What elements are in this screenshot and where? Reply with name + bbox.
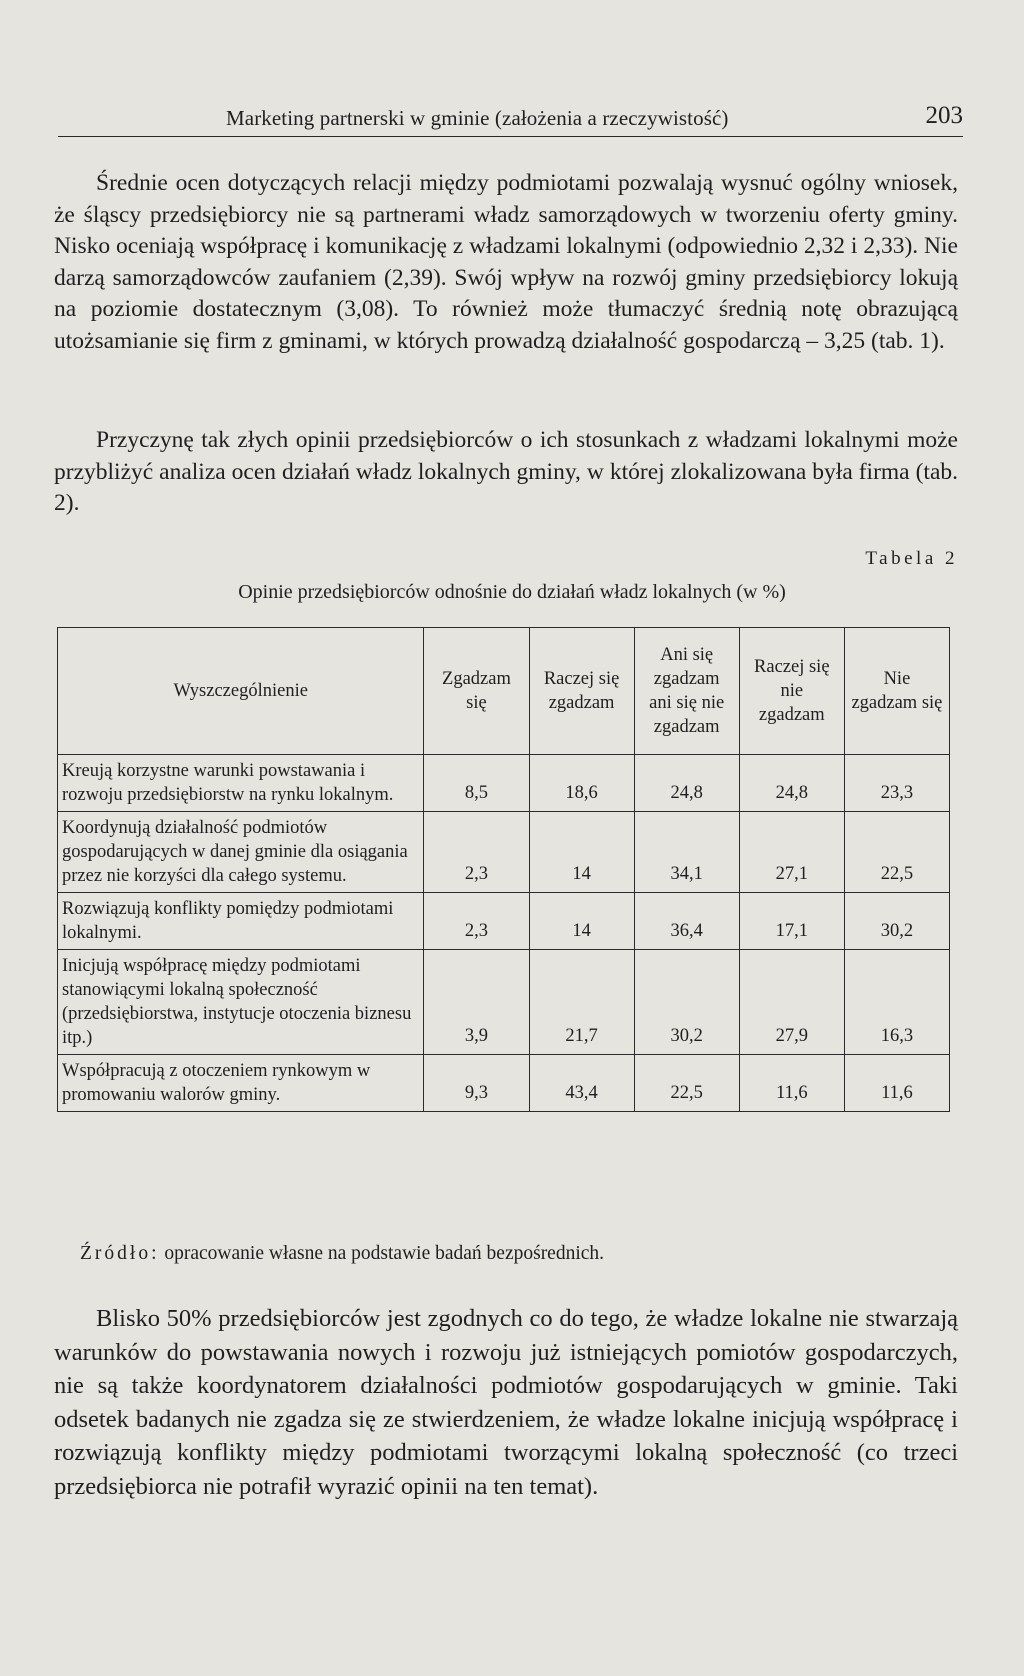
cell-value: 14 xyxy=(529,812,634,893)
header-description: Wyszczególnienie xyxy=(58,628,424,755)
cell-value: 17,1 xyxy=(739,893,844,950)
row-label: Współpracują z otoczeniem rynkowym w promowaniu walorów gminy. xyxy=(58,1055,424,1112)
page-header xyxy=(58,100,963,137)
row-label: Koordynują działalność podmiotów gospodarujących w danej gminie dla osiągania przez nie korzyści dla całego systemu. xyxy=(58,812,424,893)
cell-value: 11,6 xyxy=(739,1055,844,1112)
row-label: Rozwiązują konflikty pomiędzy podmiotami lokalnymi. xyxy=(58,893,424,950)
cell-value: 27,1 xyxy=(739,812,844,893)
running-title: Marketing partnerski w gminie (założenia a rzeczywistość) xyxy=(226,106,729,130)
cell-value: 2,3 xyxy=(424,812,529,893)
table-row xyxy=(58,812,950,893)
opinions-table xyxy=(57,627,950,1112)
cell-value: 8,5 xyxy=(424,755,529,812)
cell-value: 2,3 xyxy=(424,893,529,950)
cell-value: 11,6 xyxy=(844,1055,949,1112)
source-label: Źródło: xyxy=(80,1243,160,1264)
cell-value: 30,2 xyxy=(634,950,739,1055)
cell-value: 9,3 xyxy=(424,1055,529,1112)
source-text: opracowanie własne na podstawie badań bezpośrednich. xyxy=(164,1243,605,1264)
page-number: 203 xyxy=(925,102,963,129)
header-disagree: Nie zgadzam się xyxy=(844,628,949,755)
header-agree: Zgadzam się xyxy=(424,628,529,755)
table-row xyxy=(58,755,950,812)
cell-value: 27,9 xyxy=(739,950,844,1055)
cell-value: 34,1 xyxy=(634,812,739,893)
body-paragraph-2: Przyczynę tak złych opinii przedsiębiorców o ich stosunkach z władzami lokalnymi może przybliżyć analiza ocen działań władz lokalnych gminy, w której zlokalizowana była firma (tab. 2). xyxy=(54,427,958,516)
cell-value: 3,9 xyxy=(424,950,529,1055)
table-title: Opinie przedsiębiorców odnośnie do działań władz lokalnych (w %) xyxy=(238,581,786,603)
body-paragraph-3: Blisko 50% przedsiębiorców jest zgodnych co do tego, że władze lokalne nie stwarzają warunków do powstawania nowych i rozwoju już istniejących pomiotów gospodarczych, nie są także koordynatorem działalności podmiotów gospodarujących w gminie. Taki odsetek badanych nie zgadza się ze stwierdzeniem, że władze lokalne inicjują współpracę i rozwiązują konflikty między podmiotami tworzącymi lokalną społeczność (co trzeci przedsiębiorca nie potrafił wyrazić opinii na ten temat). xyxy=(54,1305,958,1500)
cell-value: 30,2 xyxy=(844,893,949,950)
row-label: Inicjują współpracę między podmiotami stanowiącymi lokalną społeczność (przedsiębiorstwa, instytucje otoczenia biznesu itp.) xyxy=(58,950,424,1055)
header-neutral: Ani się zgadzam ani się nie zgadzam xyxy=(634,628,739,755)
cell-value: 36,4 xyxy=(634,893,739,950)
cell-value: 14 xyxy=(529,893,634,950)
cell-value: 23,3 xyxy=(844,755,949,812)
cell-value: 22,5 xyxy=(634,1055,739,1112)
table-header-row xyxy=(58,628,950,755)
cell-value: 18,6 xyxy=(529,755,634,812)
header-rather-agree: Raczej się zgadzam xyxy=(529,628,634,755)
table-row xyxy=(58,950,950,1055)
header-rather-disagree: Raczej się nie zgadzam xyxy=(739,628,844,755)
table-row xyxy=(58,1055,950,1112)
cell-value: 16,3 xyxy=(844,950,949,1055)
cell-value: 21,7 xyxy=(529,950,634,1055)
table-label: Tabela 2 xyxy=(865,548,958,569)
cell-value: 43,4 xyxy=(529,1055,634,1112)
cell-value: 22,5 xyxy=(844,812,949,893)
table-source-note xyxy=(80,1243,604,1265)
cell-value: 24,8 xyxy=(634,755,739,812)
body-paragraph-1: Średnie ocen dotyczących relacji między podmiotami pozwalają wysnuć ogólny wniosek, że śląscy przedsiębiorcy nie są partnerami władz samorządowych w tworzeniu oferty gminy. Nisko oceniają współpracę i komunikację z władzami lokalnymi (odpowiednio 2,32 i 2,33). Nie darzą samorządowców zaufaniem (2,39). Swój wpływ na rozwój gminy przedsiębiorcy lokują na poziomie dostatecznym (3,08). To również może tłumaczyć średnią notę obrazującą utożsamianie się firm z gminami, w których prowadzą działalność gospodarczą – 3,25 (tab. 1). xyxy=(54,170,958,354)
row-label: Kreują korzystne warunki powstawania i rozwoju przedsiębiorstw na rynku lokalnym. xyxy=(58,755,424,812)
table-row xyxy=(58,893,950,950)
cell-value: 24,8 xyxy=(739,755,844,812)
